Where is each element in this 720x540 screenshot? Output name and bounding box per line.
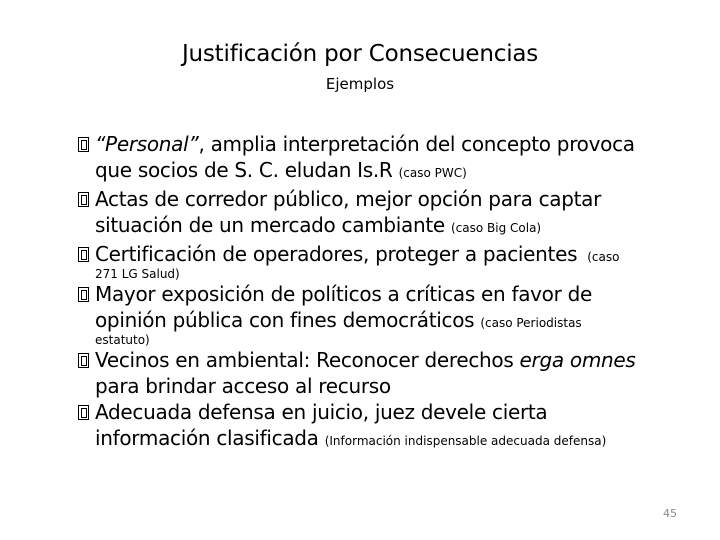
bullet-italic-text: “Personal” [95, 132, 199, 156]
bullet-box-icon [78, 137, 89, 152]
slide-title-text: Justificación por Consecuencias [181, 41, 539, 67]
bullet-box-icon [78, 405, 89, 420]
bullet-item [78, 399, 718, 454]
bullet-line [95, 347, 718, 373]
bullet-item [78, 347, 718, 399]
bullet-item [78, 131, 718, 186]
case-note: (caso PWC) [398, 166, 467, 180]
bullet-line: Actas de corredor público, mejor opción para captar [95, 187, 602, 211]
bullet-line [95, 241, 718, 270]
bullet-box-icon [78, 353, 89, 368]
bullet-line [95, 131, 718, 157]
bullet-text: Vecinos en ambiental: Reconocer derechos [95, 348, 520, 372]
case-note: (caso [587, 250, 620, 264]
bullet-line [95, 307, 718, 336]
bullet-box-icon [78, 287, 89, 302]
slide-title [0, 39, 720, 69]
case-note: (caso Big Cola) [450, 221, 542, 235]
case-note: (caso Periodistas [480, 316, 582, 330]
bullet-line: Mayor exposición de políticos a críticas en favor de [95, 282, 592, 306]
case-note-continued: estatuto) [95, 333, 150, 347]
bullet-box-icon [78, 247, 89, 262]
bullet-item [78, 281, 718, 346]
bullet-text: Certificación de operadores, proteger a pacientes [95, 242, 578, 266]
bullet-item [78, 186, 718, 241]
bullet-text: situación de un mercado cambiante [95, 213, 445, 237]
bullet-line [95, 425, 718, 454]
case-note: (Información indispensable adecuada defensa) [324, 434, 607, 448]
bullet-item [78, 241, 718, 280]
bullet-list [78, 131, 718, 454]
page-number: 45 [663, 507, 677, 520]
bullet-line: Adecuada defensa en juicio, juez devele cierta [95, 400, 548, 424]
bullet-line [95, 212, 718, 241]
bullet-text: información clasificada [95, 426, 319, 450]
case-note-continued: 271 LG Salud) [95, 267, 180, 281]
bullet-line: para brindar acceso al recurso [95, 374, 391, 398]
bullet-text: opinión pública con fines democráticos [95, 308, 475, 332]
bullet-text: , amplia interpretación del concepto provoca [198, 132, 635, 156]
bullet-italic-text: erga omnes [519, 348, 636, 372]
bullet-line [95, 157, 718, 186]
bullet-text: que socios de S. C. eludan Is.R [95, 158, 393, 182]
bullet-box-icon [78, 192, 89, 207]
slide-subtitle: Ejemplos [325, 75, 395, 93]
